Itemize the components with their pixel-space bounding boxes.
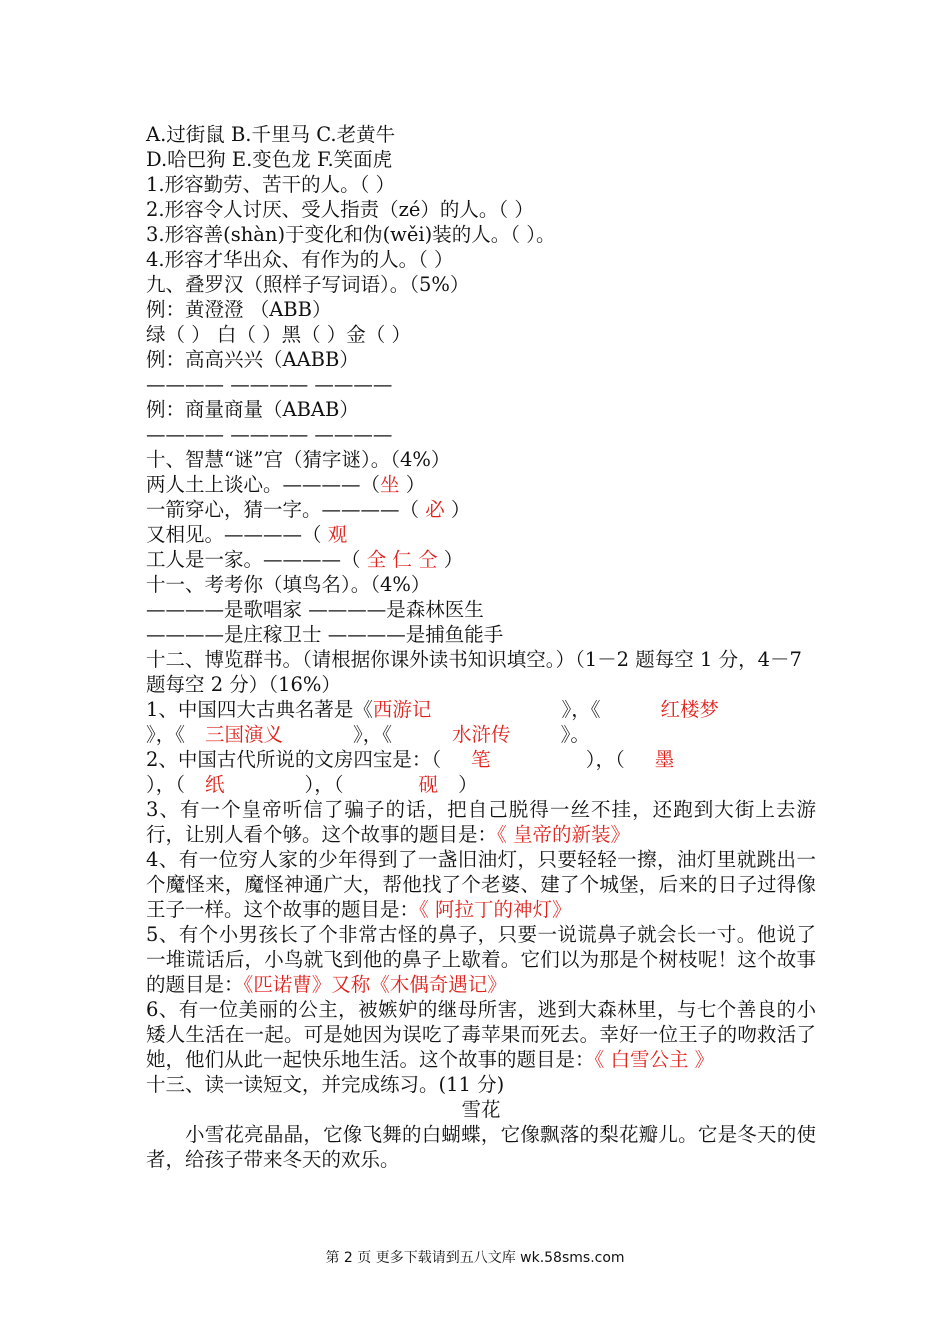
q9-example-3: 例：商量商量（ABAB）: [146, 398, 359, 421]
q12-3-text: 3、有一个皇帝听信了骗子的话，把自己脱得一丝不挂，还跑到大街上去游行，让别人看个够。这个故事的题目是：: [146, 798, 816, 846]
riddle-1: [146, 472, 816, 497]
answer-snow-white: 《 白雪公主 》: [594, 1048, 715, 1071]
q12-2-sep: ），（: [585, 748, 625, 771]
riddle-close: ）: [399, 473, 426, 496]
riddle-close: ）: [437, 548, 464, 571]
q12-item-4: [146, 847, 816, 922]
riddle-2: [146, 497, 816, 522]
options-line-2: D.哈巴狗 E.变色龙 F.笑面虎: [146, 148, 393, 171]
riddle-question: 工人是一家。————（: [146, 548, 367, 571]
q12-item-1-line-2: [146, 722, 816, 747]
riddle-answer: 坐: [380, 473, 400, 496]
q8-item-3: 3.形容善(shàn)于变化和伪(wěi)装的人。（ ）。: [146, 223, 556, 246]
q9-blanks-1: 绿（ ） 白（ ）黑（ ）金（ ）: [146, 323, 411, 346]
riddle-answer: 必: [425, 498, 445, 521]
q12-1-end: 》。: [560, 723, 590, 746]
q9-blanks-3: ———— ———— ————: [146, 423, 393, 446]
q8-item-1: 1.形容勤劳、苦干的人。（ ）: [146, 173, 396, 196]
q12-4-text: 4、有一位穷人家的少年得到了一盏旧油灯，只要轻轻一擦，油灯里就跳出一个魔怪来，魔怪神通广大，帮他找了个老婆、建了个城堡，后来的日子过得像王子一样。这个故事的题目是：: [146, 848, 816, 921]
riddle-question: 一箭穿心，猜一字。————（: [146, 498, 426, 521]
q11-line-1: ————是歌唱家 ————是森林医生: [146, 598, 484, 621]
q13-title: 十三、读一读短文，并完成练习。(11 分): [146, 1073, 505, 1096]
answer-bi: 笔: [471, 748, 491, 771]
q12-2-prefix: 2、中国古代所说的文房四宝是：（: [146, 748, 442, 771]
answer-sanguoyanyi: 三国演义: [205, 723, 284, 746]
q12-item-1-line-1: [146, 697, 816, 722]
answer-pinocchio: 《匹诺曹》又称《木偶奇遇记》: [243, 973, 507, 996]
q12-1-prefix: 1、中国四大古典名著是《: [146, 698, 373, 721]
q8-item-2: 2.形容令人讨厌、受人指责（zé）的人。（ ）: [146, 198, 534, 221]
q12-2-sep: ），（: [304, 773, 344, 796]
q12-1-sep: 》，《: [561, 698, 601, 721]
passage-title: 雪花: [461, 1098, 501, 1121]
answer-yan: 砚: [418, 773, 439, 796]
q12-item-6: [146, 997, 816, 1072]
options-line-1: A.过街鼠 B.千里马 C.老黄牛: [146, 123, 396, 146]
q12-2-sep: ），（: [146, 773, 186, 796]
riddle-question: 又相见。————（: [146, 523, 328, 546]
answer-xiyouji: 西游记: [372, 698, 432, 721]
q8-item-4: 4.形容才华出众、有作为的人。（ ）: [146, 248, 454, 271]
q12-title: 十二、博览群书。（请根据你课外读书知识填空。）（1－2 题每空 1 分，4－7 题每空 2 分）（16%）: [146, 648, 802, 696]
answer-emperor-new-clothes: 《 皇帝的新装》: [497, 823, 630, 846]
q11-title: 十一、考考你（填鸟名）。（4%）: [146, 573, 431, 596]
page-footer: 第 2 页 更多下载请到五八文库 wk.58sms.com: [325, 1250, 625, 1266]
q12-5-text: 5、有个小男孩长了个非常古怪的鼻子，只要一说谎鼻子就会长一寸。他说了一堆谎话后，小鸟就飞到他的鼻子上歇着。它们以为那是个树枝呢！这个故事的题目是：: [146, 923, 816, 996]
riddle-question: 两人土上谈心。————（: [146, 473, 381, 496]
q12-1-sep: 》，《: [146, 723, 186, 746]
q10-title: 十、智慧“谜”宫（猜字谜）。（4%）: [146, 448, 451, 471]
q9-blanks-2: ———— ———— ————: [146, 373, 393, 396]
q9-example-2: 例：高高兴兴（AABB）: [146, 348, 359, 371]
q12-item-2-line-2: [146, 772, 816, 797]
q12-6-text: 6、有一位美丽的公主，被嫉妒的继母所害，逃到大森林里，与七个善良的小矮人生活在一起。可是她因为误吃了毒苹果而死去。幸好一位王子的吻救活了她，他们从此一起快乐地生活。这个故事的题目是：: [146, 998, 816, 1071]
riddle-answer: 全 仁 仝: [366, 548, 438, 571]
answer-shuihuzhuan: 水浒传: [452, 723, 511, 746]
passage-text: 小雪花亮晶晶，它像飞舞的白蝴蝶，它像飘落的梨花瓣儿。它是冬天的使者，给孩子带来冬天的欢乐。: [146, 1123, 816, 1171]
answer-hongloumeng: 红楼梦: [660, 698, 719, 721]
answer-aladdin: 《 阿拉丁的神灯》: [419, 898, 572, 921]
q12-item-2-line-1: [146, 747, 816, 772]
answer-mo: 墨: [654, 748, 675, 771]
document-page: [146, 122, 816, 1172]
q12-item-3: [146, 797, 816, 847]
q12-1-sep: 》，《: [353, 723, 393, 746]
riddle-3: [146, 522, 816, 547]
riddle-answer: 观: [327, 523, 348, 546]
q12-2-close: ）: [458, 773, 478, 796]
riddle-4: [146, 547, 816, 572]
q9-example-1: 例：黄澄澄 （ABB）: [146, 298, 332, 321]
q9-title: 九、叠罗汉（照样子写词语）。（5%）: [146, 273, 470, 296]
q12-item-5: [146, 922, 816, 997]
riddle-close: ）: [444, 498, 471, 521]
q11-line-2: ————是庄稼卫士 ————是捕鱼能手: [146, 623, 504, 646]
answer-zhi: 纸: [205, 773, 225, 796]
